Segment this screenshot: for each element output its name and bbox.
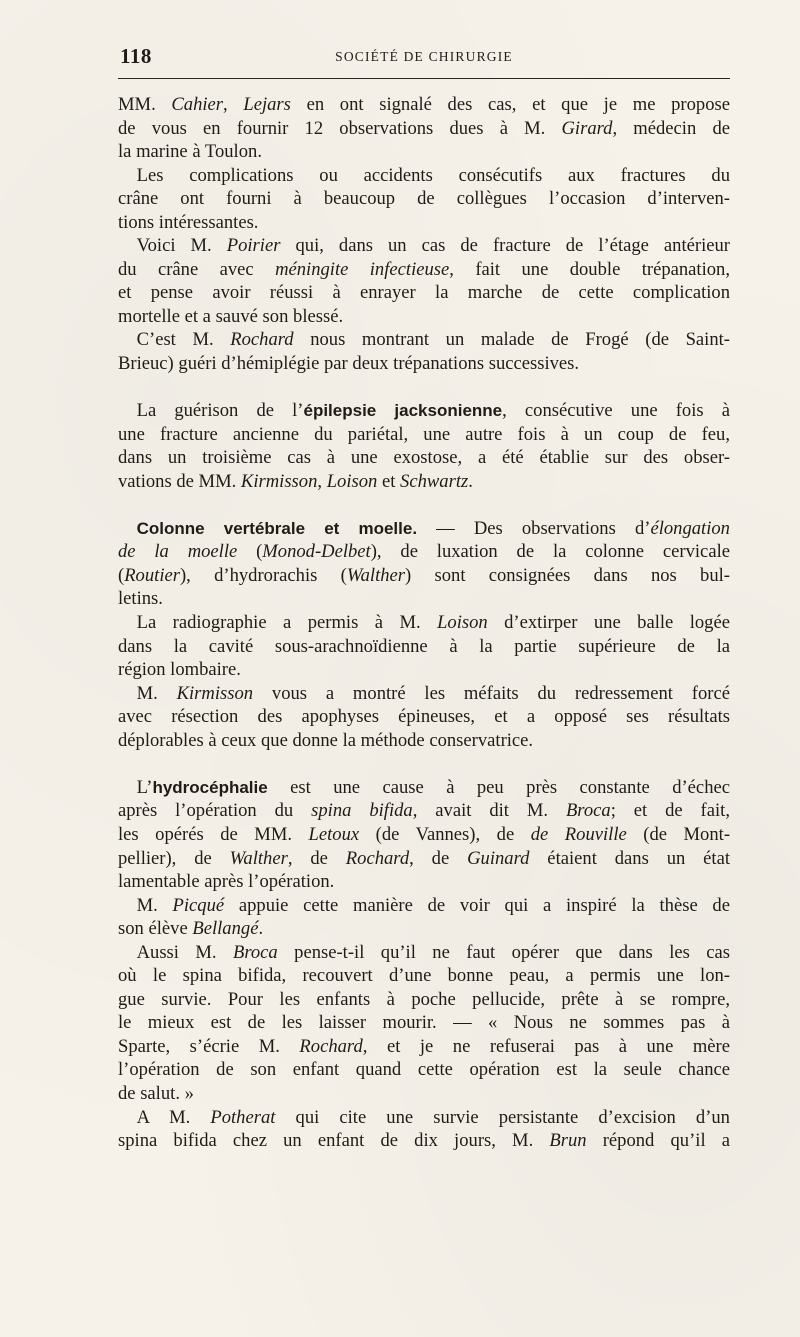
text-line: une fracture ancienne du pariétal, une autre fois à un coup de feu, (118, 423, 730, 445)
text-line: tions intéressantes. (118, 211, 259, 233)
text-line: son élève Bellangé. (118, 918, 264, 940)
section-heading: hydrocéphalie (152, 777, 268, 797)
italic-name: de la moelle (118, 541, 238, 563)
italic-name: Kirmisson (176, 682, 254, 704)
italic-name: Rochard (345, 847, 410, 869)
text-line: letins. (118, 588, 163, 610)
italic-name: Routier (124, 564, 180, 586)
text-line: spina bifida chez un enfant de dix jours, M. Brun répond qu’il a (118, 1130, 731, 1152)
text-line: de la moelle (Monod-Delbet), de luxation de la colonne cervicale (118, 541, 730, 563)
text-line: les opérés de MM. Letoux (de Vannes), de de Rouville (de Mont- (118, 823, 731, 845)
text-line: et pense avoir réussi à enrayer la marche de cette complication (118, 282, 730, 304)
italic-name: Poirier (226, 235, 281, 257)
text-line: (Routier), d’hydrorachis (Walther) sont consignées dans nos bul- (118, 564, 730, 586)
italic-name: Loison (437, 612, 488, 634)
italic-name: élongation (650, 517, 730, 539)
text-line: de vous en fournir 12 observations dues à M. Girard, médecin de (118, 117, 730, 139)
italic-name: Schwartz (400, 470, 469, 492)
italic-name: de Rouville (530, 823, 627, 845)
paragraph-gap (118, 493, 730, 517)
text-line: Voici M. Poirier qui, dans un cas de fracture de l’étage antérieur (118, 235, 730, 257)
text-line: Brieuc) guéri d’hémiplégie par deux trépanations successives. (118, 353, 580, 375)
italic-name: Walther (346, 564, 406, 586)
text-line: région lombaire. (118, 659, 241, 681)
paragraph-gap (118, 752, 730, 776)
text-line: A M. Potherat qui cite une survie persistante d’excision d’un (118, 1106, 730, 1128)
italic-name: Broca (565, 800, 611, 822)
italic-name: Bellangé (192, 918, 259, 940)
text-line: gue survie. Pour les enfants à poche pellucide, prête à se rompre, (118, 988, 730, 1010)
text-line: déplorables à ceux que donne la méthode conservatrice. (118, 729, 534, 751)
text-line: où le spina bifida, recouvert d’une bonne peau, a permis une lon- (118, 965, 730, 987)
journal-title: SOCIÉTÉ DE CHIRURGIE (335, 49, 513, 64)
italic-name: Brun (549, 1130, 587, 1152)
italic-name: Cahier (171, 94, 224, 115)
italic-name: Broca (232, 941, 278, 963)
text-line: la marine à Toulon. (118, 141, 262, 163)
running-head (120, 44, 728, 72)
italic-name: Kirmisson (240, 470, 318, 492)
text-line: La guérison de l’épilepsie jacksonienne, consécutive une fois à (118, 400, 730, 422)
text-line: La radiographie a permis à M. Loison d’extirper une balle logée (118, 612, 730, 634)
text-line: vations de MM. Kirmisson, Loison et Schwartz. (118, 470, 473, 492)
italic-name: Girard (561, 117, 613, 139)
text-line: crâne ont fourni à beaucoup de collègues l’occasion d’interven- (118, 188, 730, 210)
italic-name: Monod-Delbet (262, 541, 371, 563)
italic-name: spina bifida (311, 800, 413, 822)
italic-name: Lejars (243, 94, 291, 115)
italic-name: méningite infectieuse (275, 258, 450, 280)
text-line: de salut. » (118, 1082, 194, 1104)
body-text (118, 93, 730, 1153)
text-line: Colonne vertébrale et moelle. — Des observations d’élongation (136, 517, 730, 539)
text-line: Aussi M. Broca pense-t-il qu’il ne faut opérer que dans les cas (118, 941, 731, 963)
text-line: M. Picqué appuie cette manière de voir qui a inspiré la thèse de (118, 894, 730, 916)
italic-name: Loison (326, 470, 378, 492)
text-line: dans un troisième cas à une exostose, a été établie sur des obser- (118, 447, 730, 469)
italic-name: Walther (229, 847, 288, 869)
text-line: avec résection des apophyses épineuses, et a opposé ses résultats (118, 706, 730, 728)
text-line: lamentable après l’opération. (118, 871, 335, 893)
paragraph-gap (118, 376, 730, 400)
italic-name: Letoux (308, 823, 360, 845)
text-line: Sparte, s’écrie M. Rochard, et je ne refuserai pas à une mère (118, 1035, 730, 1057)
section-heading: épilepsie jacksonienne (303, 401, 503, 421)
text-line: après l’opération du spina bifida, avait dit M. Broca; et de fait, (118, 800, 730, 822)
text-line: L’hydrocéphalie est une cause à peu près constante d’échec (118, 776, 730, 798)
text-line: M. Kirmisson vous a montré les méfaits du redressement forcé (118, 682, 730, 704)
text-line: Les complications ou accidents consécutifs aux fractures du (118, 164, 730, 186)
text-line: du crâne avec méningite infectieuse, fait une double trépanation, (118, 258, 730, 280)
text-line: dans la cavité sous-arachnoïdienne à la partie supérieure de la (118, 635, 730, 657)
italic-name: Potherat (210, 1106, 276, 1128)
italic-name: Picqué (172, 894, 225, 916)
text-line: C’est M. Rochard nous montrant un malade de Frogé (de Saint- (118, 329, 731, 351)
header-rule (118, 78, 730, 79)
italic-name: Rochard (230, 329, 294, 351)
italic-name: Rochard (299, 1035, 363, 1057)
text-line: pellier), de Walther, de Rochard, de Guinard étaient dans un état (118, 847, 730, 869)
section-heading: Colonne vertébrale et moelle. (136, 518, 418, 538)
text-line: MM. Cahier, Lejars en ont signalé des cas, et que je me propose (118, 94, 731, 115)
page-number: 118 (120, 44, 152, 68)
text-line: l’opération de son enfant quand cette opération est la seule chance (118, 1059, 730, 1081)
text-line: mortelle et a sauvé son blessé. (118, 305, 344, 327)
text-line: le mieux est de les laisser mourir. — « Nous ne sommes pas à (118, 1012, 730, 1034)
italic-name: Guinard (467, 847, 530, 869)
